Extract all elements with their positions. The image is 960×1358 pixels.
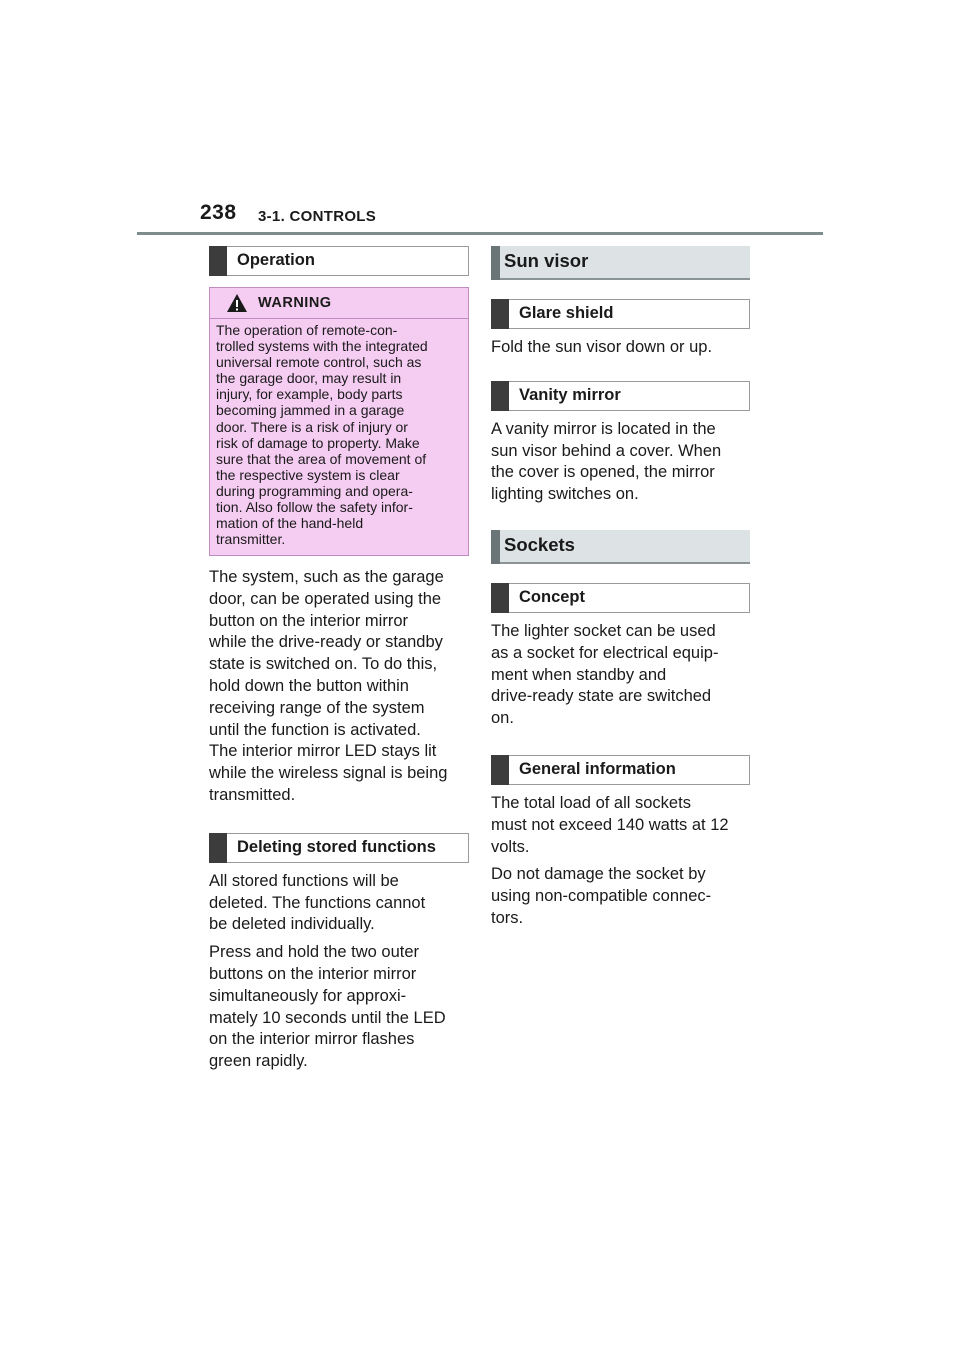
page-number: 238 [200, 201, 237, 224]
text-line: The total load of all sockets [491, 793, 691, 812]
text-line: on. [491, 709, 514, 728]
text-line: The operation of remote-con- [216, 322, 398, 338]
text-line: The system, such as the garage [209, 568, 444, 586]
text-line: becoming jammed in a garage [216, 402, 405, 419]
text-line: while the drive-ready or standby [209, 633, 443, 652]
text-line: buttons on the interior mirror [209, 964, 417, 983]
text-line: the garage door, may result in [216, 370, 402, 387]
text-line: trolled systems with the integrated [216, 338, 428, 355]
sockets-heading [491, 530, 750, 564]
text-line: as a socket for electrical equip- [491, 643, 719, 662]
text-line: receiving range of the system [209, 698, 425, 717]
heading-marker [491, 530, 500, 564]
heading-marker [491, 583, 509, 613]
concept-paragraph [491, 621, 750, 730]
warning-label: WARNING [258, 295, 332, 311]
text-line: universal remote control, such as [216, 354, 422, 371]
operation-paragraph [209, 567, 469, 807]
text-line: risk of damage to property. Make [216, 434, 420, 451]
text-line: lighting switches on. [491, 485, 639, 504]
deleting-paragraph-2 [209, 942, 469, 1073]
sun-visor-heading [491, 246, 750, 280]
text-line: be deleted individually. [209, 915, 375, 934]
text-line: All stored functions will be [209, 871, 399, 890]
text-line: during programming and opera- [216, 482, 413, 499]
deleting-heading-text: Deleting stored functions [237, 837, 436, 856]
text-line: ment when standby and [491, 665, 667, 684]
text-line: until the function is activated. [209, 720, 421, 739]
text-line: the cover is opened, the mirror [491, 463, 715, 482]
section-title: 3-1. CONTROLS [258, 208, 377, 225]
text-line: green rapidly. [209, 1052, 308, 1071]
warning-text [210, 319, 468, 547]
sockets-heading-text: Sockets [504, 533, 575, 555]
text-line: sure that the area of movement of [216, 450, 427, 467]
deleting-paragraph-1 [209, 871, 469, 936]
text-line: using non-compatible connec- [491, 887, 712, 906]
text-line: transmitter. [216, 531, 286, 548]
text-line: while the wireless signal is being [209, 764, 448, 783]
text-line: must not exceed 140 watts at 12 [491, 815, 729, 834]
text-line: button on the interior mirror [209, 611, 409, 630]
concept-heading-text: Concept [519, 587, 585, 606]
glare-shield-heading-text: Glare shield [519, 304, 614, 322]
operation-heading-text: Operation [237, 251, 315, 269]
text-line: the respective system is clear [216, 466, 400, 483]
heading-marker [209, 246, 227, 276]
text-line: Press and hold the two outer [209, 943, 420, 962]
text-line: volts. [491, 837, 530, 856]
text-line: sun visor behind a cover. When [491, 441, 722, 460]
text-line: tors. [491, 908, 524, 927]
general-information-paragraph-1 [491, 793, 750, 858]
general-information-heading-text: General information [519, 759, 676, 778]
heading-marker [491, 755, 509, 785]
vanity-mirror-heading-text: Vanity mirror [519, 385, 621, 404]
text-line: door. There is a risk of injury or [216, 418, 408, 435]
warning-header [210, 288, 468, 319]
text-line: A vanity mirror is located in the [491, 419, 716, 438]
heading-marker [209, 833, 227, 863]
text-line: transmitted. [209, 785, 296, 804]
heading-marker [491, 299, 509, 329]
text-line: hold down the button within [209, 676, 409, 695]
glare-shield-heading [491, 299, 750, 329]
heading-marker [491, 381, 509, 411]
text-line: mately 10 seconds until the LED [209, 1008, 446, 1027]
text-line: tion. Also follow the safety infor- [216, 499, 413, 516]
text-line: mation of the hand-held [216, 515, 364, 532]
general-information-heading [491, 755, 750, 785]
text-line: deleted. The functions cannot [209, 893, 426, 912]
warning-box [209, 287, 469, 556]
general-information-paragraph-2 [491, 864, 750, 929]
right-column [491, 246, 750, 930]
text-line: state is switched on. To do this, [209, 655, 438, 674]
text-line: on the interior mirror flashes [209, 1030, 415, 1049]
left-column [209, 246, 469, 1073]
text-line: drive-ready state are switched [491, 687, 712, 706]
vanity-mirror-heading [491, 381, 750, 411]
text-line: injury, for example, body parts [216, 386, 403, 403]
header-divider [137, 232, 823, 235]
operation-heading [209, 246, 469, 276]
text-line: Fold the sun visor down or up. [491, 338, 713, 356]
concept-heading [491, 583, 750, 613]
sun-visor-heading-text: Sun visor [504, 250, 589, 271]
vanity-mirror-paragraph [491, 419, 750, 506]
warning-triangle-icon [226, 293, 248, 313]
deleting-heading [209, 833, 469, 863]
text-line: The interior mirror LED stays lit [209, 742, 437, 761]
text-line: Do not damage the socket by [491, 865, 706, 884]
text-line: door, can be operated using the [209, 589, 442, 608]
text-line: simultaneously for approxi- [209, 986, 407, 1005]
heading-marker [491, 246, 500, 280]
text-line: The lighter socket can be used [491, 621, 716, 640]
glare-shield-paragraph [491, 337, 750, 359]
